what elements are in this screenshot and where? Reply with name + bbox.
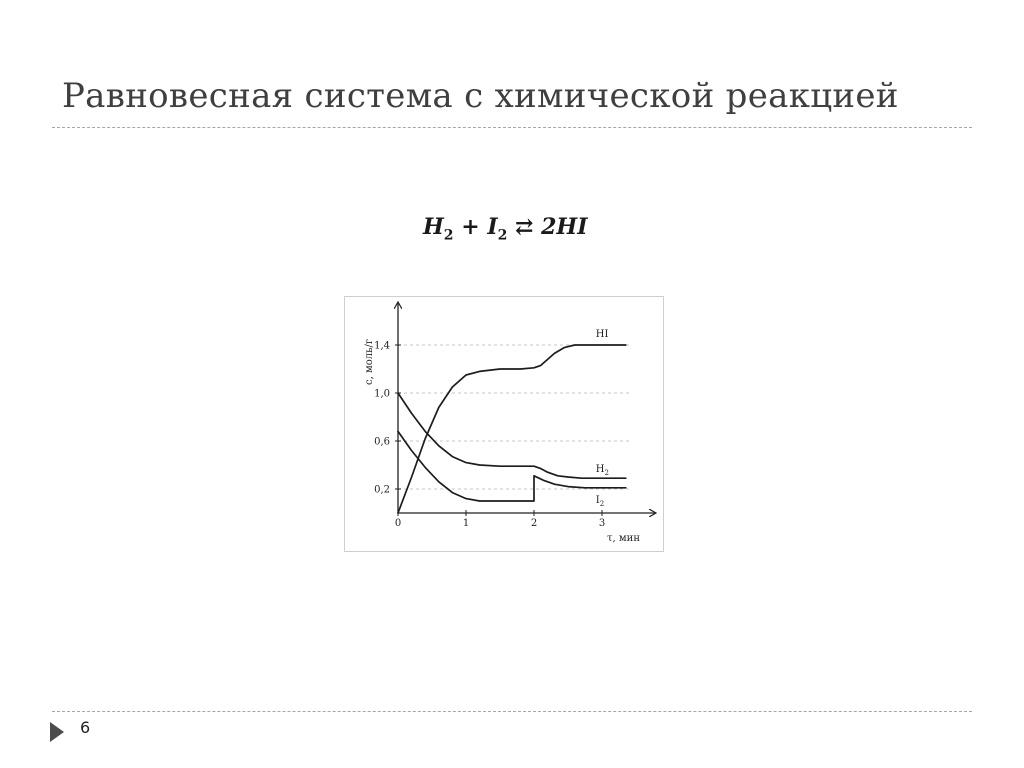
x-tick-label: 2 bbox=[530, 518, 538, 529]
equilibrium-arrow-icon: ⇄ bbox=[507, 214, 542, 240]
equation-h: H bbox=[423, 214, 444, 240]
x-tick-label: 0 bbox=[394, 518, 402, 529]
series-label-h2-subscript: 2 bbox=[604, 469, 610, 478]
x-tick-label: 3 bbox=[598, 518, 606, 529]
equation-i: I bbox=[487, 214, 498, 240]
y-tick-label: 0,2 bbox=[374, 484, 390, 496]
page-number: 6 bbox=[80, 718, 91, 737]
series-label-i2: $I_2$ bbox=[595, 494, 605, 508]
series-label-hi: HI bbox=[595, 329, 609, 340]
series-label-i2-subscript: 2 bbox=[599, 499, 605, 508]
slide-title: Равновесная система с химической реакцией bbox=[62, 76, 899, 116]
equation-h-subscript: 2 bbox=[443, 227, 454, 244]
series-line-h2 bbox=[398, 393, 626, 478]
y-axis-title: c, моль/г bbox=[364, 338, 375, 385]
chart-frame bbox=[344, 296, 664, 552]
x-axis-title: τ, мин bbox=[607, 533, 640, 544]
title-divider bbox=[52, 127, 972, 128]
equation-i-subscript: 2 bbox=[497, 227, 508, 244]
equation-plus: + bbox=[453, 214, 488, 240]
reaction-equation bbox=[423, 214, 588, 243]
y-tick-label: 0,6 bbox=[374, 436, 390, 448]
series-lines bbox=[398, 345, 626, 513]
series-labels bbox=[596, 329, 609, 508]
x-tick-label: 1 bbox=[462, 518, 470, 529]
y-tick-label: 1,0 bbox=[374, 388, 390, 400]
footer-divider bbox=[52, 711, 972, 712]
concentration-chart bbox=[345, 297, 663, 551]
equation-product: 2HI bbox=[541, 214, 588, 240]
y-tick-label: 1,4 bbox=[374, 340, 390, 352]
series-label-h2: $H_2$ bbox=[595, 464, 610, 478]
footer-triangle-icon bbox=[50, 722, 64, 742]
grid-lines bbox=[398, 345, 629, 489]
